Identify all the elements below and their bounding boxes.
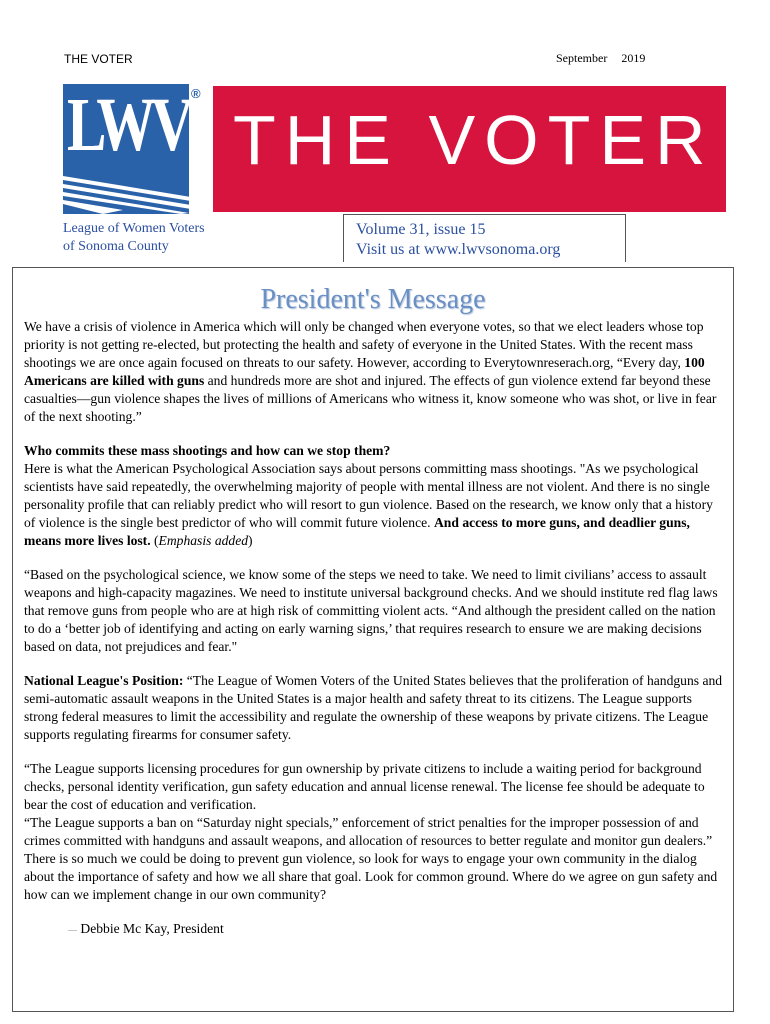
issue-date xyxy=(556,51,645,66)
article-body xyxy=(13,318,733,939)
emphasis-text: 100 Americans are killed with guns xyxy=(24,355,705,388)
paragraph-closing: There is so much we could be doing to prevent gun violence, so look for ways to engage your own community in the dialog about the importance of safety and how we all share that goal. Look for common ground. Where do we agree on gun safety and how can we implement change in our own community? xyxy=(24,851,718,902)
paragraph-text: “The League of Women Voters of the United States believes that the proliferation of handguns and semi-automatic assault weapons in the United States is a major health and safety threat to its citizens. The League supports strong federal measures to limit the accessibility and regulate the ownership of these weapons by private citizens. The League supports regulating firearms for consumer safety. xyxy=(24,673,723,742)
volume-issue: Volume 31, issue 15 xyxy=(356,221,486,238)
website-line[interactable]: Visit us at www.lwvsonoma.org xyxy=(356,241,561,258)
organization-name xyxy=(63,220,205,256)
lwv-logo xyxy=(63,84,209,212)
signature xyxy=(24,920,723,939)
running-title: THE VOTER xyxy=(64,52,133,66)
organization-line-2: of Sonoma County xyxy=(63,239,169,254)
paragraph-text: ) xyxy=(248,533,253,548)
paragraph-licensing: “The League supports licensing procedures for gun ownership by private citizens to include a waiting period for background checks, personal identity verification, gun safety education and annual license renewal. The license fee should be adequate to bear the cost of education and verification. xyxy=(24,761,705,812)
logo-text: LWV xyxy=(67,84,189,167)
article-heading: President's Message xyxy=(260,284,486,315)
presidents-message-article xyxy=(12,267,734,1012)
registered-mark: ® xyxy=(191,86,201,101)
issue-month: September xyxy=(556,51,608,65)
paragraph-text: Here is what the American Psychological Association says about persons committing mass shootings. "As we psychological scientists have said repeatedly, the overwhelming majority of people with mental illness are not violent. And there is no single personality profile that can reliably predict who will resort to gun violence. Based on the research, we know only that a history of violence is the single best predictor of who will commit future violence. xyxy=(24,461,713,530)
issue-info-box xyxy=(343,214,626,262)
paragraph-who-commits xyxy=(24,442,723,550)
title-banner xyxy=(213,86,726,212)
paragraph-text: We have a crisis of violence in America which will only be changed when everyone votes, so that we elect leaders whose top priority is not getting re-elected, but protecting the health and safety of everyone in the United States. With the recent mass shootings we are once again focused on threats to our safety. However, according to Everytownreserach.org, “Every day, xyxy=(24,319,704,370)
paragraph-text: and hundreds more are shot and injured. The effects of gun violence extend far beyond these casualties—gun violence shapes the lives of millions of Americans who witness it, know someone who was shot, or live in fear of the next shooting.” xyxy=(24,373,717,424)
banner-title: THE VOTER xyxy=(233,101,715,179)
italic-note: Emphasis added xyxy=(158,533,249,548)
emphasis-text: And access to more guns, and deadlier guns, means more lives lost. xyxy=(24,515,690,548)
paragraph-text: ( xyxy=(150,533,159,548)
subheading: National League's Position: xyxy=(24,673,184,688)
signature-dash: — xyxy=(68,925,77,935)
logo-stripes-graphic xyxy=(63,170,209,214)
paragraph-crisis xyxy=(24,318,723,426)
issue-year: 2019 xyxy=(621,51,646,65)
signature-name: Debbie Mc Kay, President xyxy=(80,921,224,936)
paragraph-ban: “The League supports a ban on “Saturday night specials,” enforcement of strict penalties for the improper possession of and crimes committed with handguns and assault weapons, and allocation of resources to better regulate and monitor gun dealers.” xyxy=(24,815,713,848)
paragraph-national-position xyxy=(24,672,723,744)
subheading: Who commits these mass shootings and how can we stop them? xyxy=(24,443,391,458)
paragraph-psych-science: “Based on the psychological science, we know some of the steps we need to take. We need to limit civilians’ access to assault weapons and high-capacity magazines. We need to institute universal background checks. And we should institute red flag laws that remove guns from people who are at high risk of committing violent acts. “And although the president called on the nation to do a ‘better job of identifying and acting on early warning signs,’ that requires research to ensure we are making decisions based on data, not prejudices and fear." xyxy=(24,567,718,654)
organization-line-1: League of Women Voters xyxy=(63,221,205,236)
